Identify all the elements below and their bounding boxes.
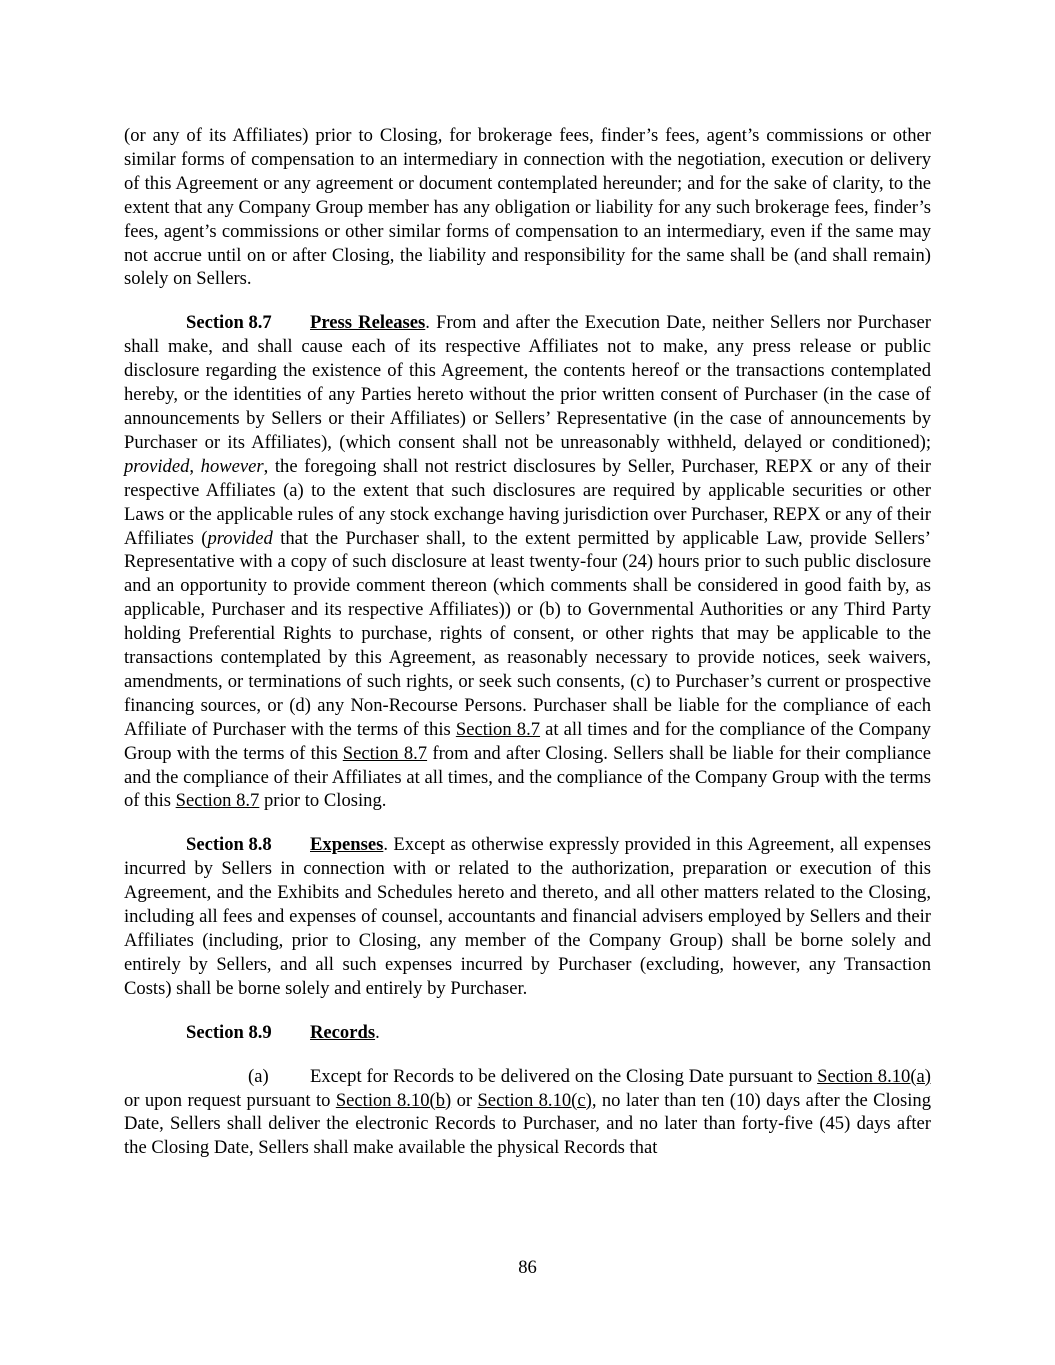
section-8-9-number: Section 8.9 <box>186 1021 272 1043</box>
section-8-7-number: Section 8.7 <box>186 312 272 334</box>
body-text: . Except as otherwise expressly provided in this Agreement, all expenses incurred by Sellers in connection with or related to the authorization, preparation or execution of this Agreement, and the Exhibits and Schedules hereto and thereto, and all other matters related to the Closing, including all fees and expenses of counsel, accountants and financial advisers employed by Sellers and their Affiliates (including, prior to Closing, any member of the Company Group) shall be borne solely and entirely by Sellers, and all such expenses incurred by Purchaser (excluding, however, any Transaction Costs) shall be borne solely and entirely by Purchaser. <box>124 834 931 999</box>
cross-reference: Section 8.10(c) <box>477 1089 592 1111</box>
section-8-7-paragraph <box>124 311 931 813</box>
however-italic: however <box>200 455 264 477</box>
body-text: or upon request pursuant to <box>124 1089 336 1111</box>
cross-reference: Section 8.10(b) <box>335 1089 452 1111</box>
section-8-9-title: Records <box>310 1021 376 1043</box>
body-text: from and after Closing. Sellers shall be liable for their compliance and the compliance of their Affiliates at all times, and the compliance of the Company Group with the terms of this <box>124 742 931 812</box>
continuation-paragraph: (or any of its Affiliates) prior to Closing, for brokerage fees, finder’s fees, agent’s commissions or other similar forms of compensation to an intermediary in connection with the negotiation, execution or delivery of this Agreement or any agreement or document contemplated hereunder; and for the sake of clarity, to the extent that any Company Group member has any obligation or liability for any such brokerage fees, finder’s fees, agent’s commissions or other similar forms of compensation to an intermediary, even if the same may not accrue until on or after Closing, the liability and responsibility for the same shall be (and shall remain) solely on Sellers. <box>124 125 931 290</box>
cross-reference: Section 8.7 <box>175 790 260 812</box>
section-8-7-title: Press Releases <box>310 312 426 334</box>
section-8-8-title: Expenses <box>310 834 384 856</box>
body-text: . <box>375 1021 380 1043</box>
cross-reference: Section 8.7 <box>342 742 428 764</box>
document-page <box>124 124 931 1180</box>
cross-reference: Section 8.7 <box>455 718 541 740</box>
section-8-8-paragraph <box>124 833 931 1000</box>
page-number: 86 <box>518 1257 537 1278</box>
body-text: . From and after the Execution Date, neither Sellers nor Purchaser shall make, and shall cause each of its respective Affiliates not to make, any press release or public disclosure regarding the existence of this Agreement, the contents hereof or the transactions contemplated hereby, or the identities of any Parties hereto without the prior written consent of Purchaser (in the case of announcements by Sellers or their Affiliates) or Sellers’ Representative (in the case of announcements by Purchaser or its Affiliates), (which consent shall not be unreasonably withheld, delayed or conditioned); <box>124 312 931 453</box>
provided-italic: provided <box>207 527 273 549</box>
section-8-9-heading <box>124 1021 931 1045</box>
body-text: , the foregoing shall not restrict disclosures by Seller, Purchaser, REPX or any of their respective Affiliates (a) to the extent that such disclosures are required by applicable securities or other Laws or the applicable rules of any stock exchange having jurisdiction over Purchaser, REPX or any of their Affiliates ( <box>124 455 932 549</box>
body-text: prior to Closing. <box>259 790 387 812</box>
section-8-8-number: Section 8.8 <box>186 834 272 856</box>
subsection-label: (a) <box>248 1065 269 1087</box>
provided-italic: provided <box>124 455 190 477</box>
body-text: Except for Records to be delivered on the Closing Date pursuant to <box>310 1065 818 1087</box>
body-text: , no later than ten (10) days after the Closing Date, Sellers shall deliver the electronic Records to Purchaser, and no later than forty-five (45) days after the Closing Date, Sellers shall make available the physical Records that <box>124 1089 931 1159</box>
body-text: , <box>189 455 201 477</box>
section-8-9-a-paragraph <box>124 1065 931 1161</box>
body-text: or <box>451 1089 478 1111</box>
cross-reference: Section 8.10(a) <box>817 1065 931 1087</box>
body-text: that the Purchaser shall, to the extent permitted by applicable Law, provide Sellers’ Representative with a copy of such disclosure at least twenty-four (24) hours prior to such public disclosure and an opportunity to provide comment thereon (which comments shall be considered in good faith by, as applicable, Purchaser and its respective Affiliates)) or (b) to Governmental Authorities or any Third Party holding Preferential Rights to purchase, rights of consent, or other rights that may be applicable to the transactions contemplated by this Agreement, as reasonably necessary to provide notices, seek waivers, amendments, or terminations of such rights, or seek such consents, (c) to Purchaser’s current or prospective financing sources, or (d) any Non-Recourse Persons. Purchaser shall be liable for the compliance of each Affiliate of Purchaser with the terms of this <box>124 527 931 740</box>
body-text: at all times and for the compliance of the Company Group with the terms of this <box>124 718 931 764</box>
